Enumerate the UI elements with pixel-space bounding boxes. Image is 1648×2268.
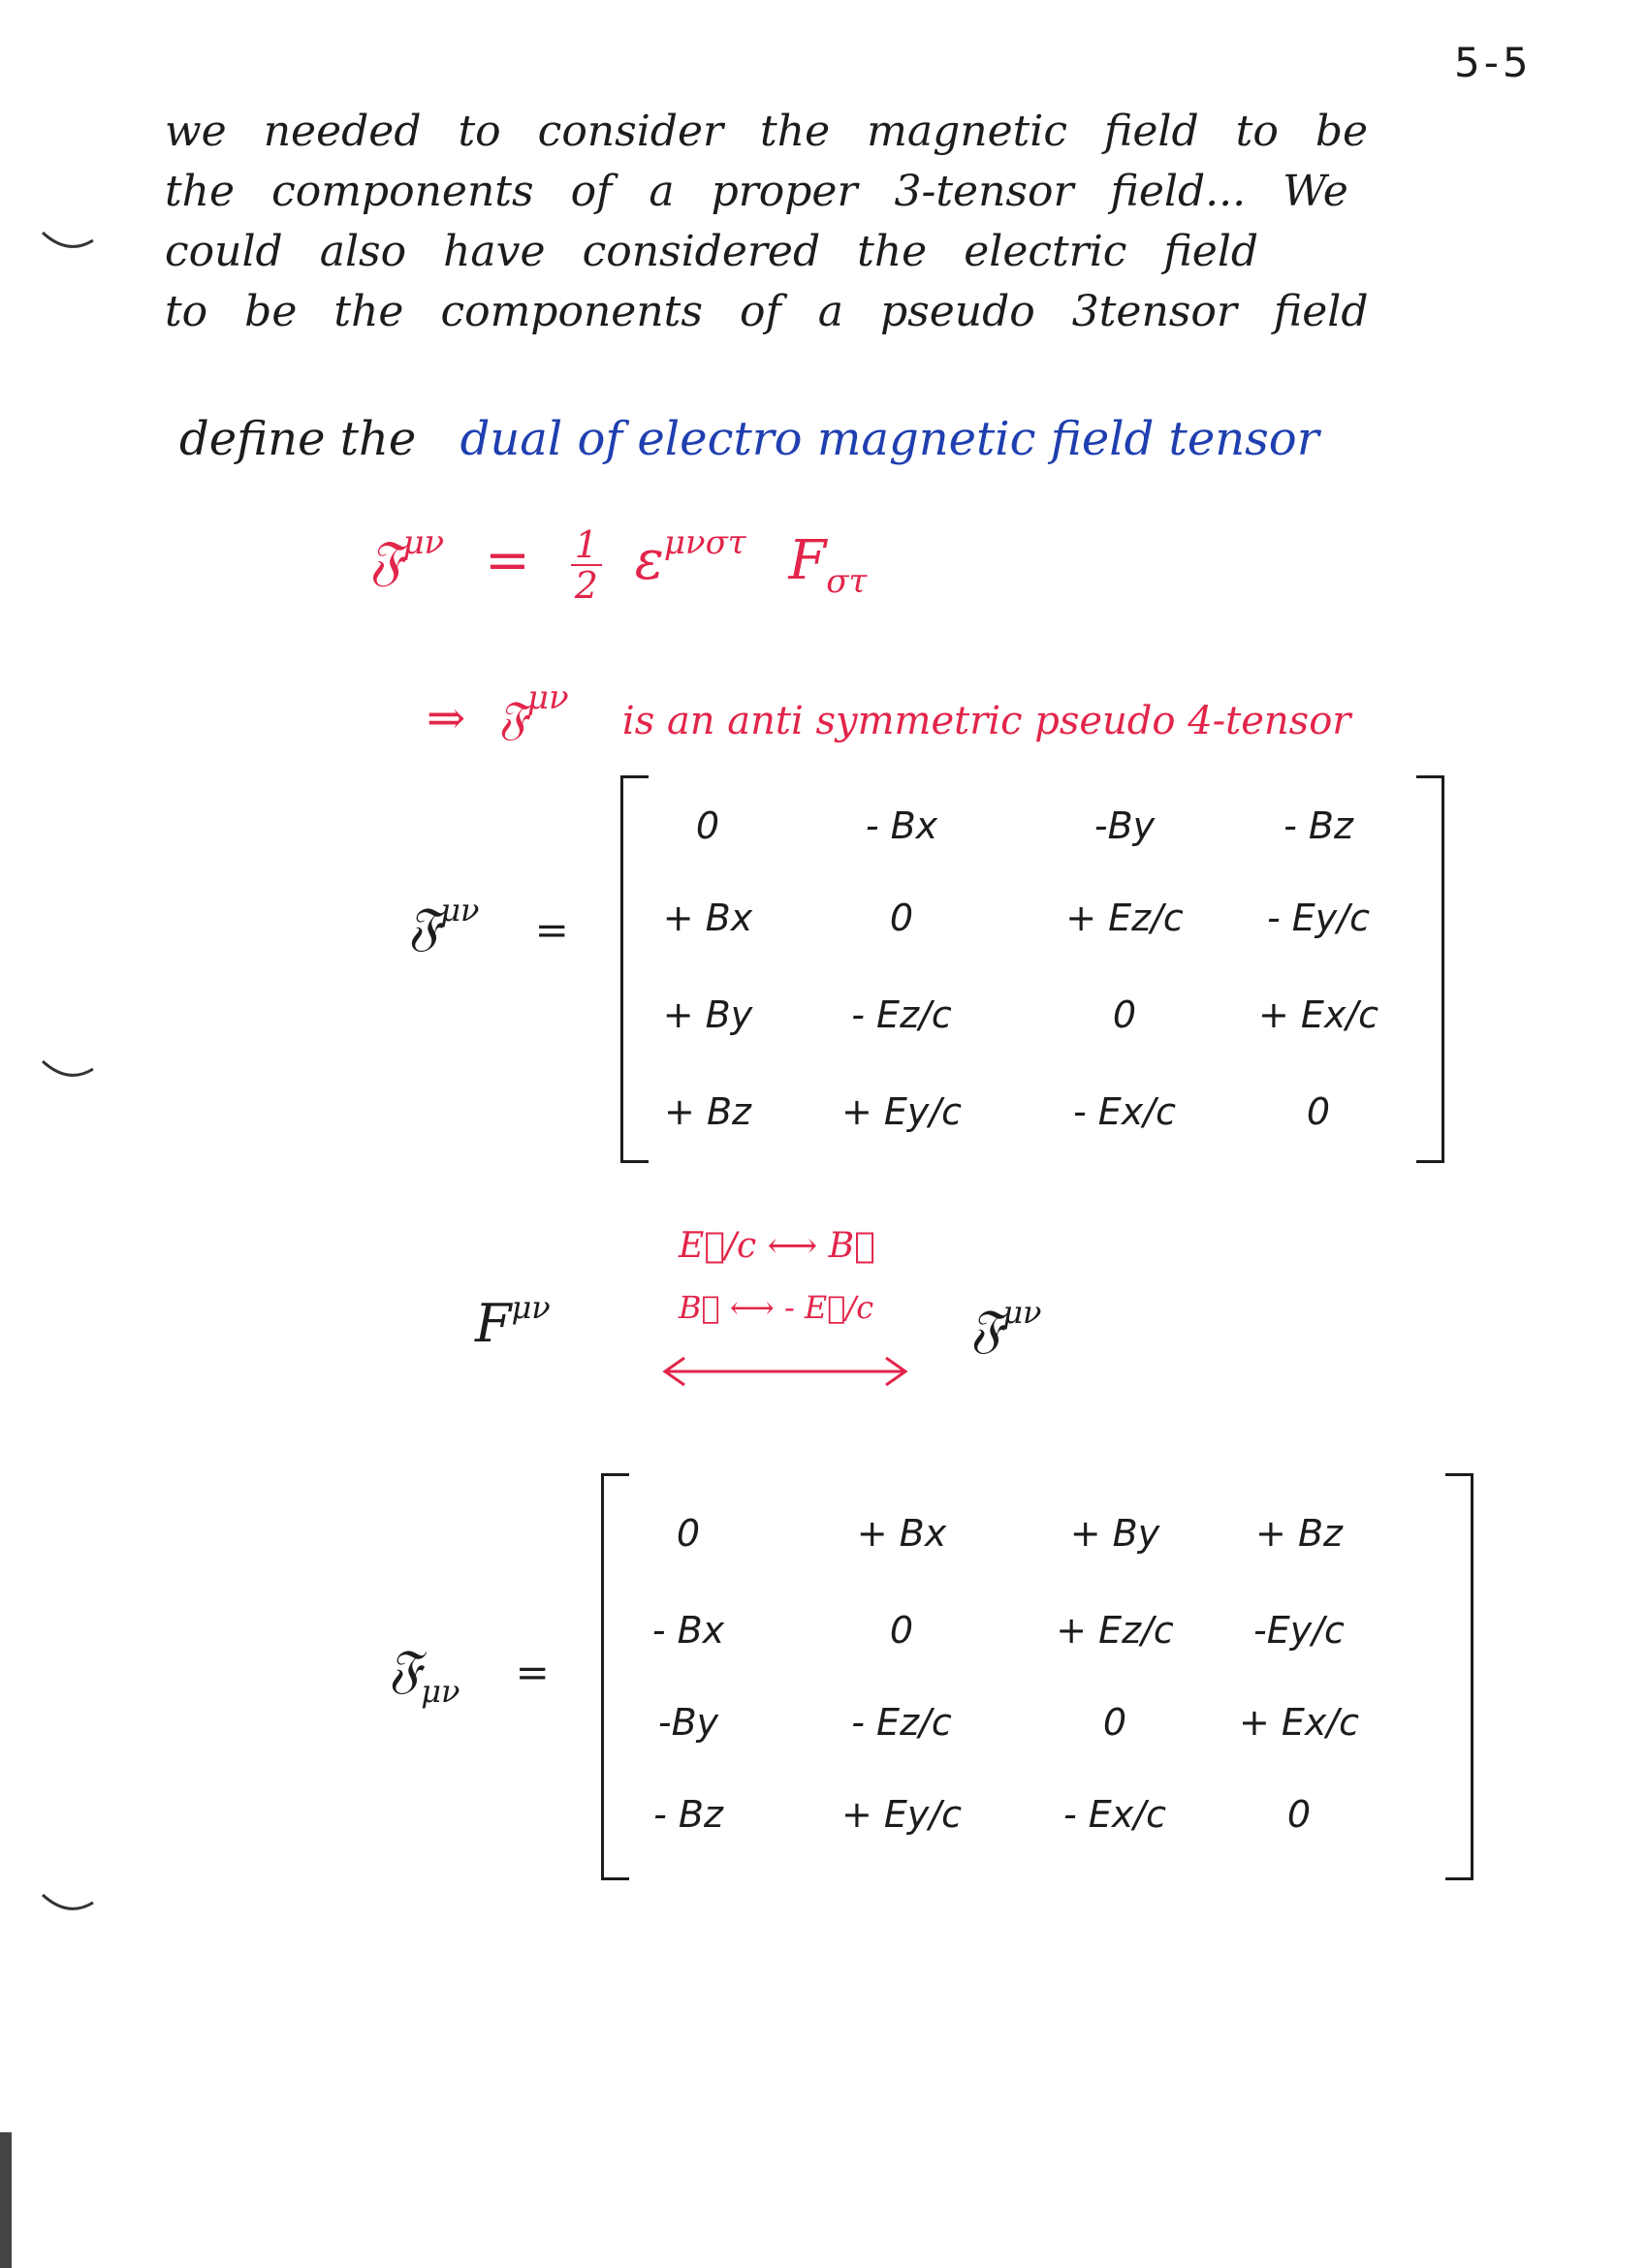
matrix-cell: -By [1093, 804, 1156, 847]
equals-sign: = [485, 529, 530, 592]
paragraph-word: field [1273, 287, 1369, 336]
matrix-cell: - Bz [653, 1793, 723, 1836]
paragraph-word: electric [964, 227, 1127, 276]
paragraph-word: needed [263, 107, 422, 156]
paragraph-word: components [271, 167, 534, 216]
upper-lhs-indices: μν [440, 892, 480, 929]
matrix-cell: + By [1069, 1512, 1160, 1555]
matrix-cell: - Bx [651, 1609, 725, 1652]
paragraph-word: magnetic [867, 107, 1068, 156]
paragraph-word: be [1315, 107, 1369, 156]
paragraph-word: components [440, 287, 703, 336]
paragraph-word: we [165, 107, 227, 156]
levi-civita-indices: μνστ [663, 523, 746, 562]
implies-statement [427, 678, 1350, 746]
matrix-cell: + Bz [1255, 1512, 1343, 1555]
matrix-cell: 0 [1112, 993, 1137, 1036]
upper-matrix-lhs [407, 892, 569, 958]
matrix-cell: + Ez/c [1065, 897, 1184, 939]
lower-lhs-symbol: 𝔉 [388, 1638, 422, 1699]
paragraph-word: field [1104, 107, 1199, 156]
matrix-cell: 0 [889, 1609, 914, 1652]
paragraph-word: the [333, 287, 404, 336]
paragraph-line [165, 102, 1522, 162]
page-number: 5-5 [1454, 39, 1533, 86]
mapping-left-tensor [475, 1289, 551, 1354]
paragraph-word: considered [582, 227, 821, 276]
upper-matrix-right-bracket [1416, 775, 1444, 1163]
matrix-cell: + Ex/c [1257, 993, 1379, 1036]
lower-equals-sign: = [515, 1649, 550, 1696]
paragraph-word: field [1163, 227, 1259, 276]
mapping-right-indices: μν [1002, 1294, 1042, 1331]
paragraph-word: have [443, 227, 546, 276]
matrix-cell: + Bx [662, 897, 753, 939]
matrix-cell: 0 [1102, 1701, 1127, 1744]
double-arrow-icon [659, 1352, 911, 1391]
matrix-cell: 0 [1286, 1793, 1312, 1836]
implies-arrow: ⇒ [427, 691, 466, 745]
paragraph-word: 3tensor [1071, 287, 1237, 336]
paragraph-word: of [739, 287, 781, 336]
field-tensor-symbol: F [788, 529, 827, 592]
mapping-right-symbol: 𝔉 [969, 1298, 1003, 1359]
matrix-cell: + Bz [664, 1090, 751, 1133]
mapping-rule-1: E⃗/c ⟷ B⃗ [679, 1226, 875, 1266]
one-half-fraction [571, 522, 602, 607]
matrix-cell: 0 [695, 804, 720, 847]
implies-text: is an anti symmetric pseudo 4-tensor [621, 699, 1351, 743]
lower-matrix [601, 1473, 1474, 1880]
paragraph-word: the [857, 227, 928, 276]
matrix-cell: 0 [1306, 1090, 1331, 1133]
paragraph-word: pseudo [879, 287, 1035, 336]
paragraph-word: We [1283, 167, 1348, 216]
matrix-cell: + Bx [856, 1512, 947, 1555]
definition-term: dual of electro magnetic field tensor [460, 412, 1319, 466]
intro-paragraph [165, 102, 1522, 342]
matrix-cell: - Ex/c [1063, 1793, 1166, 1836]
field-tensor-indices: στ [826, 562, 868, 601]
matrix-cell: - Ez/c [851, 1701, 952, 1744]
margin-mark-icon [39, 1885, 97, 1924]
definition-prefix: define the [179, 412, 417, 466]
upper-lhs-symbol: 𝔉 [407, 896, 441, 957]
lower-matrix-right-bracket [1445, 1473, 1474, 1880]
paragraph-word: of [570, 167, 613, 216]
matrix-cell: - Ey/c [1267, 897, 1370, 939]
paragraph-word: also [319, 227, 407, 276]
paragraph-word: a [817, 287, 843, 336]
lower-lhs-indices: μν [421, 1673, 460, 1710]
dual-tensor-symbol-2: 𝔉 [497, 691, 527, 745]
matrix-cell: - Ez/c [851, 993, 952, 1036]
scan-edge-shadow [0, 2132, 12, 2268]
paragraph-word: field... [1110, 167, 1247, 216]
matrix-cell: 0 [676, 1512, 701, 1555]
paragraph-word: to [165, 287, 208, 336]
matrix-cell: - Bz [1284, 804, 1353, 847]
paragraph-word: to [1235, 107, 1279, 156]
dual-tensor-indices-2: μν [526, 678, 569, 717]
dual-tensor-indices: μν [402, 523, 445, 562]
levi-civita-symbol: ε [634, 529, 664, 592]
dual-tensor-equation [368, 523, 867, 605]
paragraph-word: the [165, 167, 236, 216]
matrix-cell: 0 [889, 897, 914, 939]
matrix-cell: + Ey/c [840, 1090, 963, 1133]
fraction-denominator: 2 [574, 563, 598, 607]
mapping-left-indices: μν [511, 1289, 551, 1326]
matrix-cell: - Ex/c [1073, 1090, 1176, 1133]
definition-line [179, 412, 1319, 466]
paragraph-word: 3-tensor [894, 167, 1074, 216]
paragraph-word: be [244, 287, 298, 336]
paragraph-word: proper [711, 167, 858, 216]
paragraph-word: a [649, 167, 675, 216]
upper-equals-sign: = [534, 906, 569, 954]
matrix-cell: + Ez/c [1056, 1609, 1174, 1652]
mapping-left-symbol: F [475, 1293, 512, 1354]
paragraph-word: the [760, 107, 831, 156]
paragraph-word: to [458, 107, 501, 156]
matrix-cell: -By [657, 1701, 719, 1744]
paragraph-word: could [165, 227, 283, 276]
paragraph-line [165, 282, 1522, 342]
mapping-rule-2: B⃗ ⟷ - E⃗/c [679, 1289, 874, 1326]
matrix-cell: + By [662, 993, 753, 1036]
dual-tensor-symbol: 𝔉 [368, 529, 403, 592]
mapping-right-tensor [969, 1294, 1041, 1360]
matrix-cell: + Ex/c [1238, 1701, 1360, 1744]
matrix-cell: - Bx [865, 804, 938, 847]
matrix-cell: + Ey/c [840, 1793, 963, 1836]
paragraph-line [165, 162, 1522, 222]
margin-mark-icon [39, 1052, 97, 1090]
matrix-cell: -Ey/c [1253, 1609, 1345, 1652]
margin-mark-icon [39, 223, 97, 262]
lower-matrix-lhs [388, 1638, 550, 1710]
fraction-numerator: 1 [571, 525, 602, 566]
paragraph-line [165, 222, 1522, 282]
paragraph-word: consider [537, 107, 724, 156]
upper-matrix [620, 775, 1444, 1163]
